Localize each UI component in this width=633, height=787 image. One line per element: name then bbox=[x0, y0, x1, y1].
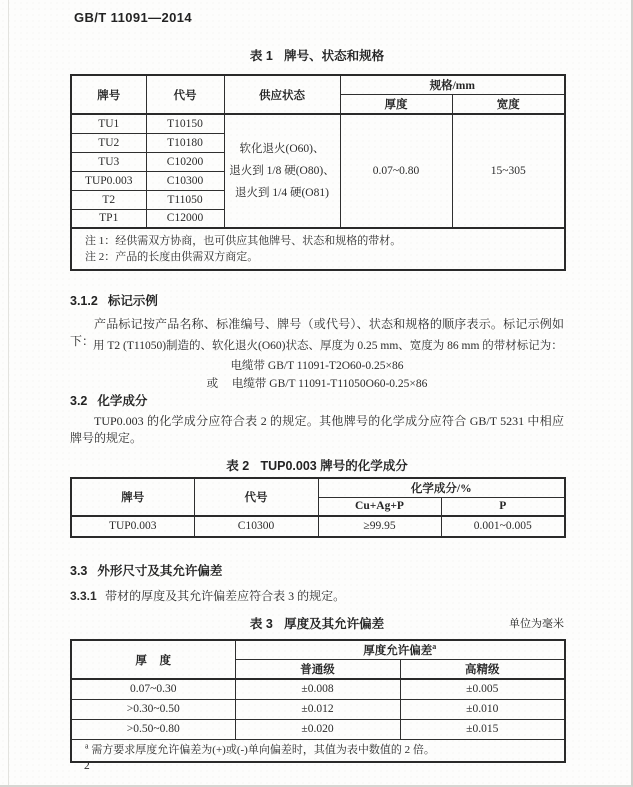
table2-label: 表 2 bbox=[226, 459, 250, 473]
col-header-cu-ag-p: Cu+Ag+P bbox=[318, 498, 441, 516]
footnote-text: 需方要求厚度允许偏差为(+)或(-)单向偏差时，其值为表中数值的 2 倍。 bbox=[91, 743, 435, 756]
clause-number: 3.1.2 bbox=[70, 294, 98, 308]
code-cell: C10200 bbox=[146, 152, 224, 171]
table-row bbox=[71, 516, 565, 537]
code-cell: C10300 bbox=[146, 171, 224, 190]
table-thickness-tolerance bbox=[70, 639, 566, 763]
subclause-text: 带材的厚度及其允许偏差应符合表 3 的规定。 bbox=[105, 589, 346, 603]
col-header-high-precision: 高精级 bbox=[400, 660, 565, 680]
supply-state-line: 软化退火(O60)、 bbox=[239, 143, 325, 155]
table-note-1: 注 1：经供需双方协商，也可供应其他牌号、状态和规格的带材。 bbox=[85, 235, 402, 247]
or-prefix: 或 bbox=[206, 378, 219, 390]
clause-3-3-heading bbox=[70, 561, 564, 579]
grade-cell: T2 bbox=[71, 190, 146, 209]
table3-title-text: 厚度及其允许偏差 bbox=[284, 617, 385, 631]
thickness-range-cell: >0.30~0.50 bbox=[71, 699, 235, 719]
grade-cell: TU3 bbox=[71, 152, 146, 171]
thickness-range-cell: 0.07~0.80 bbox=[340, 114, 452, 228]
col-header-spec-mm: 规格/mm bbox=[340, 75, 565, 95]
thickness-range-cell: 0.07~0.30 bbox=[71, 679, 235, 699]
table2-title bbox=[70, 456, 564, 474]
table-row bbox=[71, 699, 565, 719]
col-header-code: 代号 bbox=[146, 75, 224, 114]
col-header-chem-percent: 化学成分/% bbox=[318, 478, 565, 498]
code-cell: C10300 bbox=[194, 516, 318, 537]
table3-title-row bbox=[70, 614, 564, 632]
code-cell: T10180 bbox=[146, 133, 224, 152]
normal-tolerance-cell: ±0.008 bbox=[235, 679, 400, 699]
cu-ag-p-value-cell: ≥99.95 bbox=[318, 516, 441, 537]
width-range-cell: 15~305 bbox=[452, 114, 565, 228]
table-notes-row bbox=[71, 228, 565, 270]
footnote-marker: a bbox=[85, 740, 89, 750]
col-header-code: 代号 bbox=[194, 478, 318, 516]
table2-title-text: TUP0.003 牌号的化学成分 bbox=[260, 459, 408, 473]
supply-state-cell bbox=[224, 114, 340, 228]
high-tolerance-cell: ±0.010 bbox=[400, 699, 565, 719]
code-cell: T11050 bbox=[146, 190, 224, 209]
clause-3-3-1 bbox=[70, 587, 564, 604]
grade-cell: TP1 bbox=[71, 209, 146, 228]
code-cell: C12000 bbox=[146, 209, 224, 228]
supply-state-line: 退火到 1/4 硬(O81) bbox=[235, 187, 329, 199]
marking-example-2 bbox=[70, 375, 564, 391]
normal-tolerance-cell: ±0.020 bbox=[235, 719, 400, 739]
clause-number: 3.3 bbox=[70, 564, 88, 578]
col-header-p: P bbox=[441, 498, 565, 516]
high-tolerance-cell: ±0.005 bbox=[400, 679, 565, 699]
table-header-row bbox=[71, 75, 565, 95]
marking-example-1: 电缆带 GB/T 11091-T2O60-0.25×86 bbox=[230, 360, 404, 372]
table-row bbox=[71, 114, 565, 133]
normal-tolerance-cell: ±0.012 bbox=[235, 699, 400, 719]
table-chemical-composition bbox=[70, 477, 566, 538]
table-header-row bbox=[71, 640, 565, 660]
clause-number: 3.2 bbox=[70, 394, 88, 408]
table-footnote-row bbox=[71, 739, 565, 762]
clause-title: 化学成分 bbox=[97, 394, 148, 408]
clause-title: 外形尺寸及其允许偏差 bbox=[97, 564, 223, 578]
document-number: GB/T 11091—2014 bbox=[74, 10, 193, 25]
tolerance-label: 厚度允许偏差 bbox=[363, 645, 433, 657]
clause-3-2-heading bbox=[70, 391, 564, 409]
table-notes-cell bbox=[71, 228, 565, 270]
table3-label: 表 3 bbox=[249, 617, 273, 631]
table-note-2: 注 2：产品的长度由供需双方商定。 bbox=[85, 251, 259, 263]
table-row bbox=[71, 719, 565, 739]
p-value-cell: 0.001~0.005 bbox=[441, 516, 565, 537]
col-header-thickness: 厚度 bbox=[71, 640, 235, 679]
marking-example-intro: 用 T2 (T11050)制造的、软化退火(O60)状态、厚度为 0.25 mm、宽度为 86 mm 的带材标记为： bbox=[93, 340, 563, 352]
grade-cell: TUP0.003 bbox=[71, 516, 194, 537]
tolerance-footnote-marker: a bbox=[432, 642, 437, 652]
col-header-grade: 牌号 bbox=[71, 75, 146, 114]
col-header-width: 宽度 bbox=[452, 95, 565, 115]
grade-cell: TU2 bbox=[71, 133, 146, 152]
grade-cell: TU1 bbox=[71, 114, 146, 133]
grade-cell: TUP0.003 bbox=[71, 171, 146, 190]
supply-state-line: 退火到 1/8 硬(O80)、 bbox=[229, 165, 335, 177]
thickness-range-cell: >0.50~0.80 bbox=[71, 719, 235, 739]
col-header-tolerance bbox=[235, 640, 565, 660]
subclause-number: 3.3.1 bbox=[70, 589, 97, 603]
table-footnote-cell bbox=[71, 739, 565, 762]
clause-3-2-paragraph: TUP0.003 的化学成分应符合表 2 的规定。其他牌号的化学成分应符合 GB/T 5231 中相应牌号的规定。 bbox=[70, 414, 564, 445]
table-grades-states-specs bbox=[70, 74, 566, 271]
col-header-normal-grade: 普通级 bbox=[235, 660, 400, 680]
table1-title bbox=[70, 46, 564, 64]
clause-title: 标记示例 bbox=[107, 294, 158, 308]
marking-example-2-text: 电缆带 GB/T 11091-T11050O60-0.25×86 bbox=[231, 378, 428, 390]
page-number: 2 bbox=[84, 760, 90, 772]
clause-3-1-2-paragraph: 产品标记按产品名称、标准编号、牌号（或代号）、状态和规格的顺序表示。标记示例如下： bbox=[70, 317, 564, 348]
code-cell: T10150 bbox=[146, 114, 224, 133]
clause-3-1-2-heading bbox=[70, 291, 564, 309]
high-tolerance-cell: ±0.015 bbox=[400, 719, 565, 739]
col-header-grade: 牌号 bbox=[71, 478, 194, 516]
table1-title-text: 牌号、状态和规格 bbox=[284, 49, 385, 63]
table-row bbox=[71, 679, 565, 699]
table-header-row bbox=[71, 478, 565, 498]
col-header-supply-state: 供应状态 bbox=[224, 75, 340, 114]
table1-label: 表 1 bbox=[249, 49, 273, 63]
col-header-thickness: 厚度 bbox=[340, 95, 452, 115]
scan-edge-line bbox=[8, 0, 9, 785]
unit-note: 单位为毫米 bbox=[509, 618, 564, 630]
